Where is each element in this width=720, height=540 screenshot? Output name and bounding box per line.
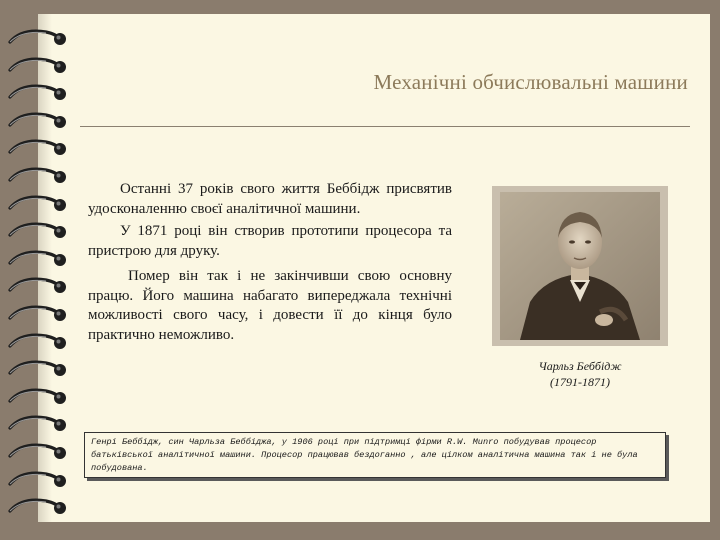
- spiral-binding-ring-icon: [2, 81, 72, 103]
- spiral-binding-ring-icon: [2, 357, 72, 379]
- footnote-box: [84, 432, 666, 478]
- spiral-binding-ring-icon: [2, 385, 72, 407]
- spiral-binding-ring-icon: [2, 164, 72, 186]
- spiral-binding-ring-icon: [2, 440, 72, 462]
- spiral-binding-ring-icon: [2, 247, 72, 269]
- portrait-caption-name: Чарльз Беббідж: [538, 359, 622, 373]
- footnote-text: Генрі Беббідж, син Чарльза Беббіджа, у 1906 році при підтримці фірми R.W. Munro побудував процесор батьківської аналітичної машини. Процесор працював бездоганно , але цілком аналітична машина так і не була побудована.: [91, 437, 638, 473]
- paragraph-1: Останні 37 років свого життя Беббідж присвятив удосконаленню своєї аналітичної машини.: [88, 181, 452, 217]
- spiral-binding-ring-icon: [2, 109, 72, 131]
- spiral-binding-ring-icon: [2, 495, 72, 517]
- spiral-binding-ring-icon: [2, 54, 72, 76]
- spiral-binding-ring-icon: [2, 274, 72, 296]
- spiral-binding-ring-icon: [2, 468, 72, 490]
- paragraph-3: Помер він так і не закінчивши свою основну працю. Його машина набагато випереджала технічні можливості свого часу, і довести її до кінця було практично неможливо.: [88, 268, 452, 343]
- portrait-caption-years: (1791-1871): [550, 375, 610, 389]
- spiral-binding-ring-icon: [2, 26, 72, 48]
- spiral-binding-ring-icon: [2, 219, 72, 241]
- slide-title: Механічні обчислювальні машини: [373, 70, 688, 94]
- spiral-binding-ring-icon: [2, 412, 72, 434]
- spiral-binding-ring-icon: [2, 136, 72, 158]
- title-divider: [80, 126, 690, 127]
- paragraph-2: У 1871 році він створив прототипи процесора та пристрою для друку.: [88, 223, 452, 259]
- portrait-image: [500, 192, 660, 340]
- spiral-binding-ring-icon: [2, 302, 72, 324]
- spiral-binding-ring-icon: [2, 192, 72, 214]
- spiral-binding-ring-icon: [2, 330, 72, 352]
